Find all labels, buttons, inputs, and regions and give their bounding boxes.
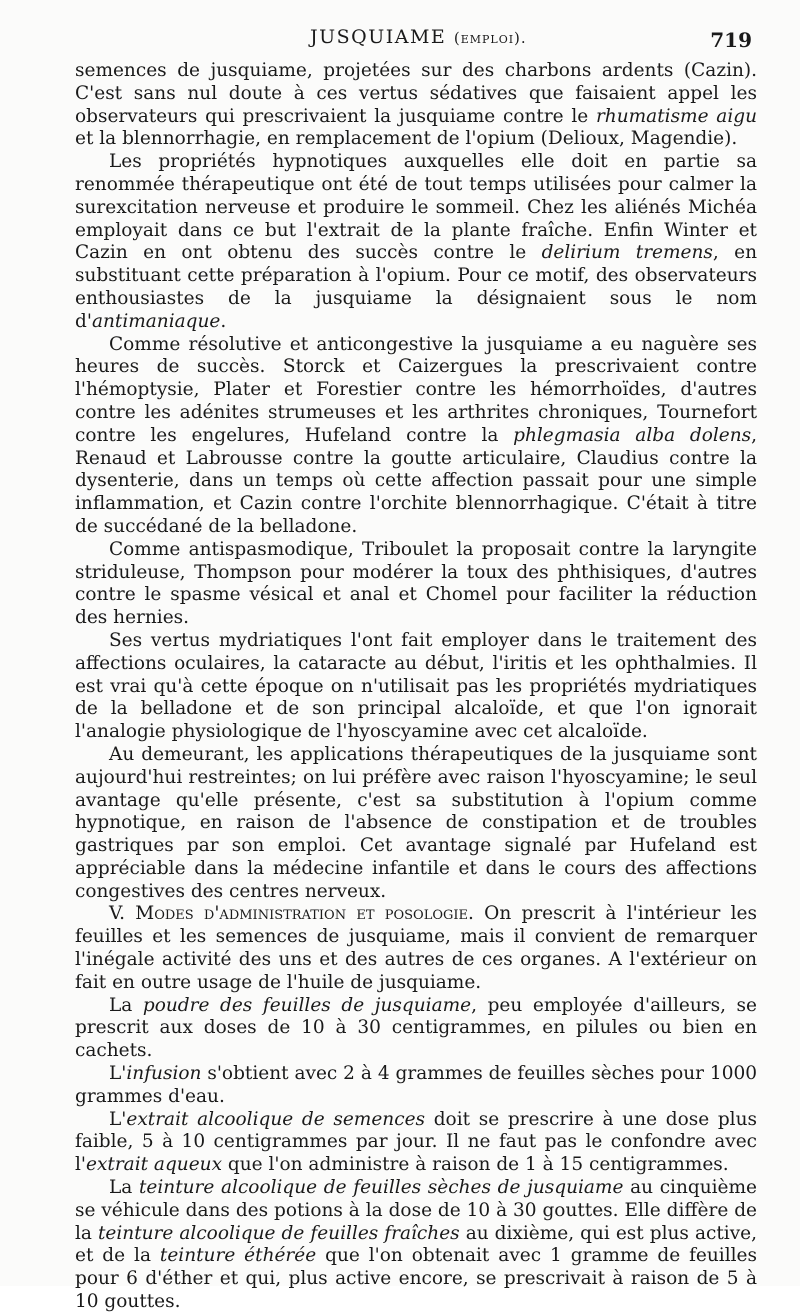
italic-run: rhumatisme aigu: [595, 105, 757, 127]
text-run: L': [109, 1108, 127, 1130]
text-run: , peu employée d'ailleurs, se prescrit aux doses de 10 à 30 centigrammes, en pilules ou bien en cachets.: [75, 994, 758, 1062]
page-number: 719: [710, 28, 752, 52]
text-run: que l'on obtenait avec 1 gramme de feuilles pour 6 d'éther et qui, plus active encore, se prescrivait à raison de 5 à 10 gouttes.: [75, 1245, 757, 1313]
running-title-sub: (emploi).: [453, 29, 527, 47]
paragraph-7: [75, 903, 757, 994]
body-text: [75, 60, 757, 1314]
italic-run: teinture alcoolique de feuilles fraîches: [97, 1222, 460, 1244]
text-run: au cinquième se véhicule dans des potions à la dose de 10 à 30 gouttes. Elle diffère de la: [75, 1177, 757, 1244]
paragraph-10: [75, 1109, 757, 1177]
text-run: que l'on administre à raison de 1 à 15 centigrammes.: [222, 1154, 729, 1176]
running-title-main: JUSQUIAME: [310, 26, 447, 48]
paragraph-3: [75, 334, 757, 539]
paragraph-1: [75, 60, 757, 151]
text-run: La: [109, 994, 143, 1016]
text-run: , Renaud et Labrousse contre la goutte articulaire, Claudius contre la dysenterie, dans un temps où cette affection passait pour une simple inflammation, et Cazin contre l'orchite blennorrhagique. C'était à titre de succédané de la belladone.: [75, 424, 757, 537]
paragraph-8: [75, 995, 757, 1063]
text-run: Comme résolutive et anticongestive la jusquiame a eu naguère ses heures de succès. Storck et Caizergues la prescrivaient contre l'hémoptysie, Plater et Forestier contre les hémorrhoïdes, d'autres contre les adénites strumeuses et les arthrites chroniques, Tournefort contre les engelures, Hufeland contre la: [75, 333, 757, 446]
italic-run: extrait aqueux: [86, 1154, 223, 1176]
italic-run: phlegmasia alba dolens: [513, 424, 752, 446]
text-run: Les propriétés hypnotiques auxquelles elle doit en partie sa renommée thérapeutique ont été de tout temps utilisées pour calmer la surexcitation nerveuse et produire le sommeil. Chez les aliénés Michéa employait dans ce but l'extrait de la plante fraîche. Enfin Winter et Cazin en ont obtenu des succès contre le: [75, 151, 757, 264]
italic-run: teinture alcoolique de feuilles sèches de jusquiame: [138, 1177, 624, 1199]
paragraph-6: [75, 744, 757, 904]
text-run: Au demeurant, les applications thérapeutiques de la jusquiame sont aujourd'hui restreintes; on lui préfère avec raison l'hyoscyamine; le seul avantage qu'elle présente, c'est sa substitution à l'opium comme hypnotique, en raison de l'absence de constipation et de troubles gastriques par son emploi. Cet avantage signalé par Hufeland est appréciable dans la médecine infantile et dans le cours des affections congestives des centres nerveux.: [75, 743, 757, 902]
text-run: Ses vertus mydriatiques l'ont fait employer dans le traitement des affections oculaires, la cataracte au début, l'iritis et les ophthalmies. Il est vrai qu'à cette époque on n'utilisait pas les propriétés mydriatiques de la belladone et de son principal alcaloïde, et que l'on ignorait l'analogie physiologique de l'hyoscyamine avec cet alcaloïde.: [75, 629, 757, 743]
paragraph-11: [75, 1177, 757, 1314]
running-title: [310, 26, 527, 48]
italic-run: teinture éthérée: [159, 1245, 317, 1267]
text-run: L': [109, 1063, 127, 1085]
text-run: et la blennorrhagie, en remplacement de l'opium (Delioux, Magendie).: [75, 128, 738, 150]
running-head: [60, 26, 760, 56]
text-run: La: [109, 1177, 139, 1199]
section-heading: V. Modes d'administration et posologie.: [109, 903, 474, 925]
italic-run: antimaniaque: [91, 310, 221, 332]
paragraph-4: [75, 539, 757, 630]
italic-run: delirium tremens: [541, 242, 713, 264]
italic-run: infusion: [126, 1063, 202, 1085]
paragraph-2: [75, 151, 757, 333]
italic-run: extrait alcoolique de semences: [126, 1108, 426, 1130]
text-run: au dixième, qui est plus active, et de la: [75, 1222, 757, 1267]
italic-run: poudre des feuilles de jusquiame: [142, 994, 472, 1016]
text-run: , en substituant cette préparation à l'opium. Pour ce motif, des observateurs enthousiastes de la jusquiame la désignaient sous le nom d': [75, 242, 757, 332]
text-run: .: [220, 310, 227, 332]
paragraph-5: [75, 630, 757, 744]
text-run: semences de jusquiame, projetées sur des charbons ardents (Cazin). C'est sans nul doute à ces vertus sédatives que faisaient appel les observateurs qui prescrivaient la jusquiame contre le: [75, 60, 757, 127]
text-run: Comme antispasmodique, Triboulet la proposait contre la laryngite striduleuse, Thompson pour modérer la toux des phthisiques, d'autres contre le spasme vésical et anal et Chomel pour faciliter la réduction des hernies.: [75, 538, 757, 629]
text-run: s'obtient avec 2 à 4 grammes de feuilles sèches pour 1000 grammes d'eau.: [75, 1063, 757, 1107]
text-run: On prescrit à l'intérieur les feuilles et les semences de jusquiame, mais il convient de remarquer l'inégale activité des uns et des autres de ces organes. A l'extérieur on fait en outre usage de l'huile de jusquiame.: [75, 903, 757, 993]
paragraph-9: [75, 1063, 757, 1109]
text-run: doit se prescrire à une dose plus faible, 5 à 10 centigrammes par jour. Il ne faut pas le confondre avec l': [75, 1108, 757, 1176]
